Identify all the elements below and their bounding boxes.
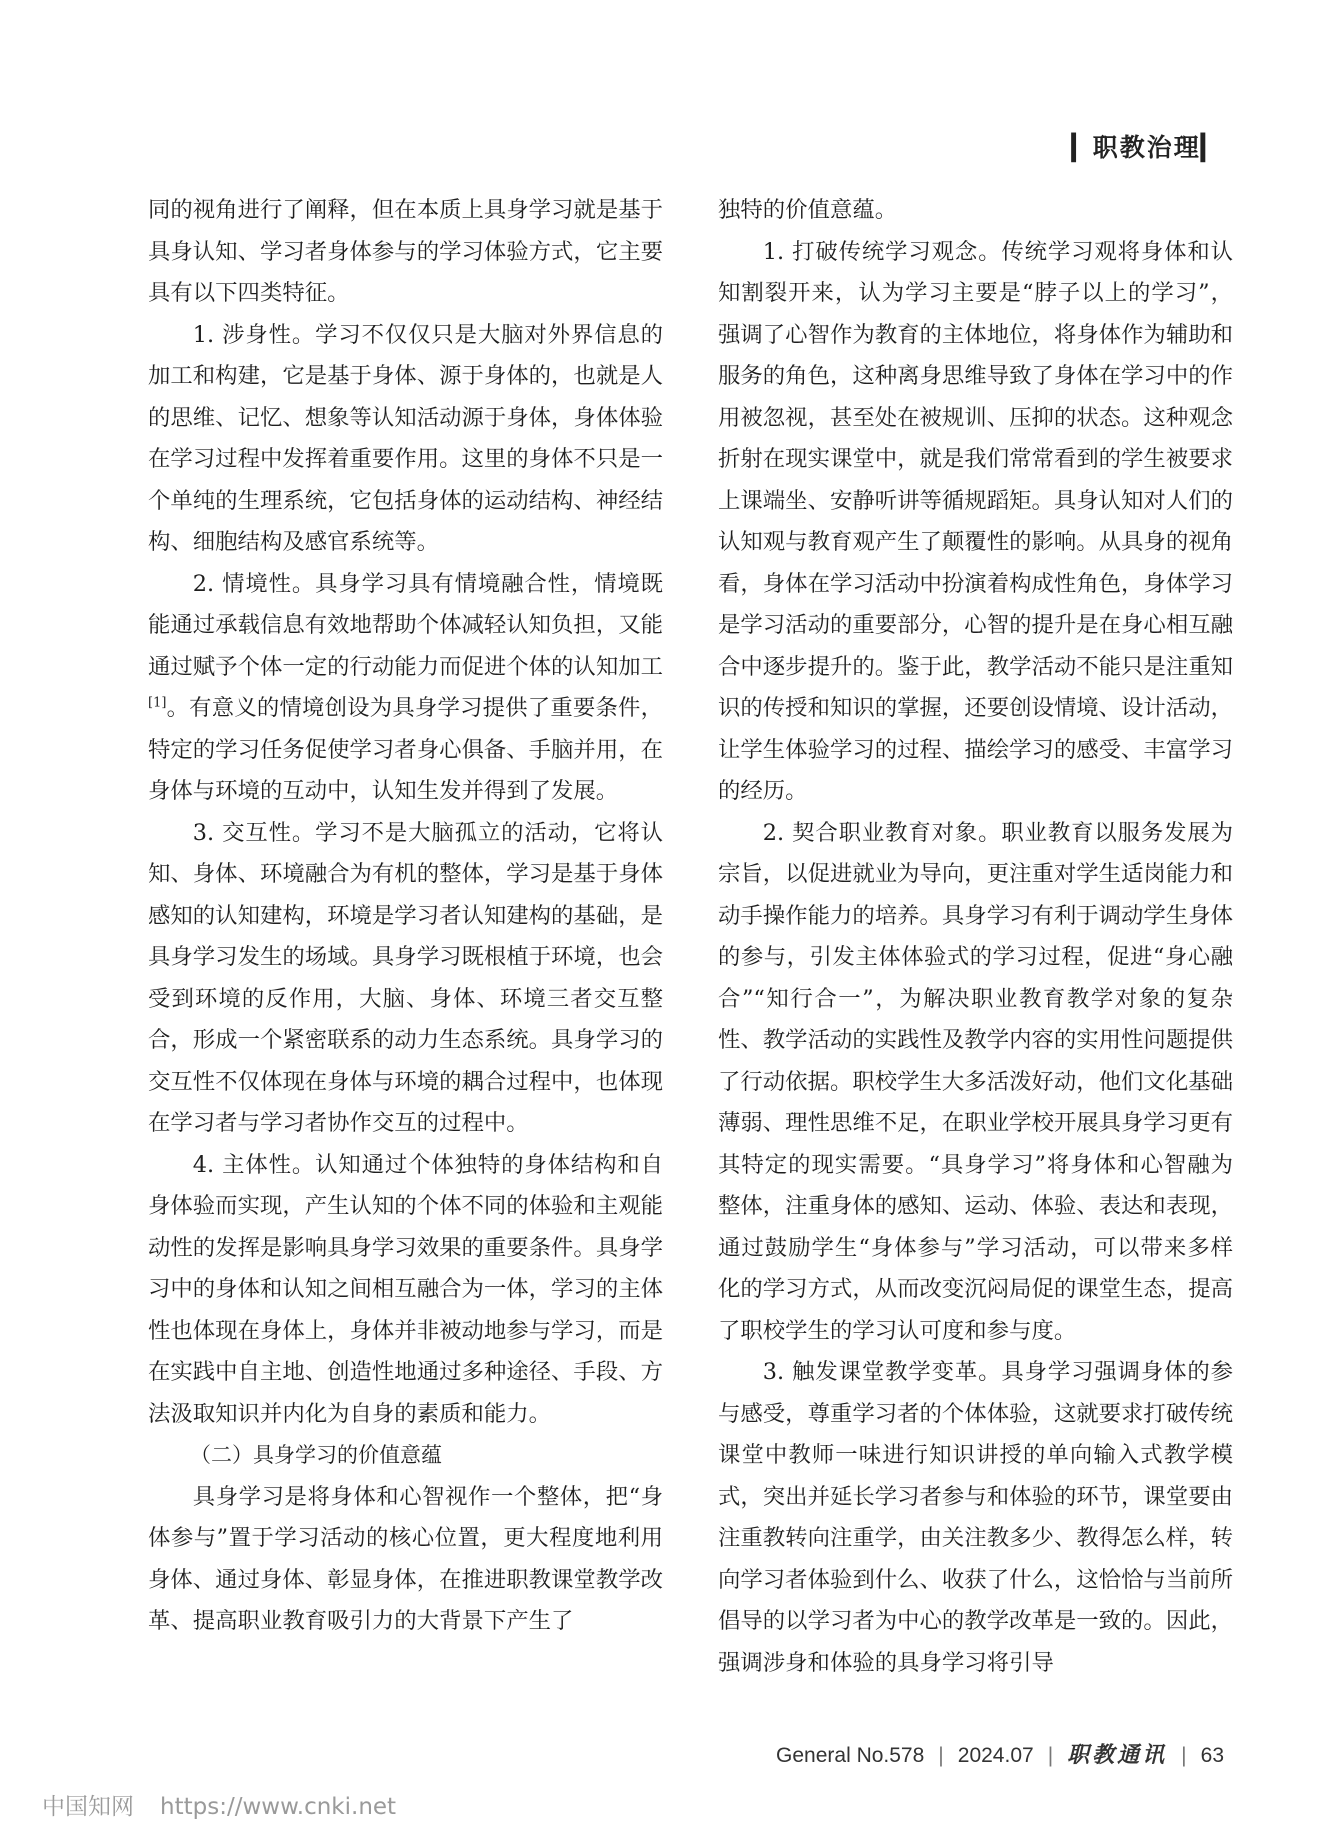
paragraph: 4. 主体性。认知通过个体独特的身体结构和自身体验而实现，产生认知的个体不同的体验和主观能动性的发挥是影响具身学习效果的重要条件。具身学习中的身体和认知之间相互融合为一体，学习的主体性也体现在身体上，身体并非被动地参与学习，而是在实践中自主地、创造性地通过多种途径、手段、方法汲取知识并内化为自身的素质和能力。 — [148, 1151, 663, 1427]
paragraph: 3. 触发课堂教学变革。具身学习强调身体的参与感受，尊重学习者的个体体验，这就要求打破传统课堂中教师一味进行知识讲授的单向输入式教学模式，突出并延长学习者参与和体验的环节，课堂要由注重教转向注重学，由关注教多少、教得怎么样，转向学习者体验到什么、收获了什么，这恰恰与当前所倡导的以学习者为中心的教学改革是一致的。因此，强调涉身和体验的具身学习将引导 — [718, 1359, 1233, 1676]
journal-logo: 职教通讯 — [1067, 1742, 1168, 1768]
paragraph: 1. 涉身性。学习不仅仅只是大脑对外界信息的加工和构建，它是基于身体、源于身体的，也就是人的思维、记忆、想象等认知活动源于身体，身体体验在学习过程中发挥着重要作用。这里的身体不只是一个单纯的生理系统，它包括身体的运动结构、神经结构、细胞结构及感官系统等。 — [148, 321, 663, 555]
issue-number: General No.578 — [776, 1744, 925, 1767]
citation-ref[interactable]: [1] — [148, 695, 167, 711]
issue-date: 2024.07 — [957, 1744, 1034, 1767]
paragraph: 独特的价值意蕴。 — [718, 197, 898, 223]
paragraph-text: 。有意义的情境创设为具身学习提供了重要条件，特定的学习任务促使学习者身心俱备、手脑并用，在身体与环境的互动中，认知生发并得到了发展。 — [148, 695, 663, 804]
page-number: 63 — [1200, 1744, 1224, 1767]
divider: | — [1047, 1744, 1054, 1767]
page-footer — [776, 1738, 1224, 1769]
divider: | — [938, 1744, 944, 1767]
paragraph — [148, 564, 663, 813]
paragraph: 3. 交互性。学习不是大脑孤立的活动，它将认知、身体、环境融合为有机的整体，学习是基于身体感知的认知建构，环境是学习者认知建构的基础，是具身学习发生的场域。具身学习既根植于环境，也会受到环境的反作用，大脑、身体、环境三者交互整合，形成一个紧密联系的动力生态系统。具身学习的交互性不仅体现在身体与环境的耦合过程中，也体现在学习者与学习者协作交互的过程中。 — [148, 819, 663, 1136]
watermark-url[interactable]: https://www.cnki.net — [160, 1794, 397, 1820]
section-tag: ▎职教治理▎ — [1071, 133, 1222, 162]
paragraph-text: 2. 情境性。具身学习具有情境融合性，情境既能通过承载信息有效地帮助个体减轻认知负担，又能通过赋予个体一定的行动能力而促进个体的认知加工 — [148, 570, 663, 680]
subsection-heading: （二）具身学习的价值意蕴 — [190, 1443, 442, 1467]
paragraph: 1. 打破传统学习观念。传统学习观将身体和认知割裂开来，认为学习主要是“脖子以上的学习”，强调了心智作为教育的主体地位，将身体作为辅助和服务的角色，这种离身思维导致了身体在学习中的作用被忽视，甚至处在被规训、压抑的状态。这种观念折射在现实课堂中，就是我们常常看到的学生被要求上课端坐、安静听讲等循规蹈矩。具身认知对人们的认知观与教育观产生了颠覆性的影响。从具身的视角看，身体在学习活动中扮演着构成性角色，身体学习是学习活动的重要部分，心智的提升是在身心相互融合中逐步提升的。鉴于此，教学活动不能只是注重知识的传授和知识的掌握，还要创设情境、设计活动，让学生体验学习的过程、描绘学习的感受、丰富学习的经历。 — [718, 238, 1233, 804]
left-column — [148, 190, 663, 1643]
right-column — [718, 190, 1233, 1684]
paragraph: 2. 契合职业教育对象。职业教育以服务发展为宗旨，以促进就业为导向，更注重对学生适岗能力和动手操作能力的培养。具身学习有利于调动学生身体的参与，引发主体体验式的学习过程，促进“身心融合”“知行合一”，为解决职业教育教学对象的复杂性、教学活动的实践性及教学内容的实用性问题提供了行动依据。职校学生大多活泼好动，他们文化基础薄弱、理性思维不足，在职业学校开展具身学习更有其特定的现实需要。“具身学习”将身体和心智融为整体，注重身体的感知、运动、体验、表达和表现，通过鼓励学生“身体参与”学习活动，可以带来多样化的学习方式，从而改变沉闷局促的课堂生态，提高了职校学生的学习认可度和参与度。 — [718, 819, 1233, 1344]
paragraph: 具身学习是将身体和心智视作一个整体，把“身体参与”置于学习活动的核心位置，更大程度地利用身体、通过身体、彰显身体，在推进职教课堂教学改革、提高职业教育吸引力的大背景下产生了 — [148, 1483, 663, 1634]
divider: | — [1181, 1744, 1187, 1767]
paragraph: 同的视角进行了阐释，但在本质上具身学习就是基于具身认知、学习者身体参与的学习体验方式，它主要具有以下四类特征。 — [148, 197, 663, 306]
watermark — [42, 1788, 396, 1821]
watermark-brand: 中国知网 — [42, 1794, 134, 1820]
